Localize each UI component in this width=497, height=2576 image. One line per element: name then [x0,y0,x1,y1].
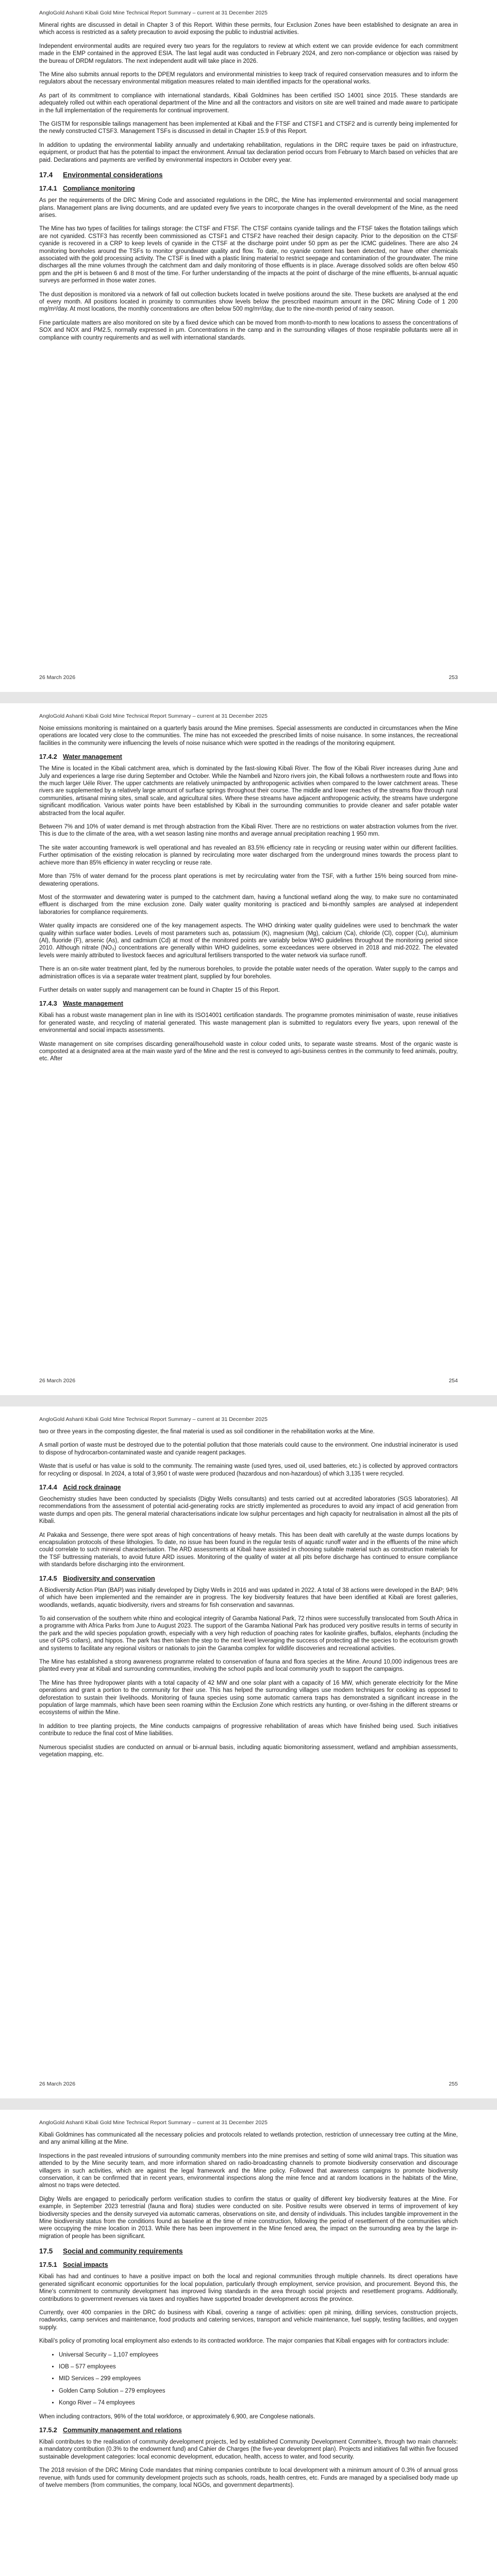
paragraph: The Mine also submits annual reports to the DPEM regulators and environmental ministries to keep track of required conservation measures and to inform the regulators about the necessary environmental mitigation measures related to main identified impacts for the operational works. [39,72,458,86]
paragraph: Kibali Goldmines has communicated all the necessary policies and protocols related to wetlands protection, restriction of unnecessary tree cutting at the Mine, and any animal killing at the Mine. [39,2132,458,2146]
page-body [39,1428,458,1758]
list-item: • Kongo River – 74 employees [59,2399,458,2406]
paragraph: A small portion of waste must be destroyed due to the potential pollution that those materials could cause to the environment. One industrial incinerator is used to dispose of hydrocarbon-contaminated waste and cyanide reagent packages. [39,1442,458,1456]
paragraph: The GISTM for responsible tailings management has been implemented at Kibali and the FTSF and CTSF1 and CTSF2 and is currently being implemented for the newly constructed CTSF3. Management TSFs is discussed in detail in Chapter 15.9 of this Report. [39,121,458,135]
list-item: • MID Services – 299 employees [59,2375,458,2382]
paragraph: The dust deposition is monitored via a network of fall out collection buckets located in twelve positions around the site. These buckets are analysed at the end of every month. All positions located in proximity to communities show levels below the prescribed maximum amount in the DRC Mining Code of 1 200 mg/m²/day. At most locations, the monthly concentrations are often below 500 mg/m²/day, due to the nine-month period of rainy season. [39,291,458,313]
heading-title: Environmental considerations [63,171,163,179]
list-item: • Universal Security – 1,107 employees [59,2351,458,2359]
heading-number: 17.4.1 [39,185,57,193]
paragraph: Waste management on site comprises discarding general/household waste in colour coded units, to separate waste streams. Most of the organic waste is composted at a designated area at the main waste yard of the Mine and the rest is conveyed to agri-business centres in the community to feed animals, poultry, etc. After [39,1041,458,1062]
report-page [0,0,497,692]
section-heading [39,2247,458,2255]
heading-number: 17.5.2 [39,2426,57,2434]
heading-number: 17.4.3 [39,1000,57,1008]
paragraph: Currently, over 400 companies in the DRC do business with Kibali, covering a range of activities: open pit mining, drilling services, construction projects, roadworks, camp services and maintenance, food products and catering services, transport and vehicle maintenance, fuel supply, testing facilities, and oxygen supply. [39,2309,458,2331]
page-body [39,2131,458,2489]
subsection-heading [39,1575,458,1582]
paragraph: As part of its commitment to compliance with international standards, Kibali Goldmines has been certified ISO 14001 since 2015. These standards are adequately rolled out within each operational department of the Mine and all the contractors and visitors on site are well trained and made aware to participate in the full implementation of the requirements for continual improvement. [39,92,458,114]
report-page [0,1406,497,2098]
paragraph: The Mine has established a strong awareness programme related to conservation of fauna and flora species at the Mine. Around 10,000 indigenous trees are planted every year at Kibali and surrounding communities, involving the school pupils and local community youth to support the campaigns. [39,1658,458,1673]
paragraph: Geochemistry studies have been conducted by specialists (Digby Wells consultants) and tests carried out at accredited laboratories (SGS laboratories). All recommendations from the assessment of potential acid-generating rocks are strictly implemented as procedures to avoid any impact of acid generation from waste dumps and open pits. The general material characterisations indicate low sulphur percentages and high capacity for neutralisation in almost all the pits of Kibali. [39,1496,458,1525]
paragraph: When including contractors, 96% of the total workforce, or approximately 6,900, are Congolese nationals. [39,2413,316,2420]
paragraph: Mineral rights are discussed in detail in Chapter 3 of this Report. Within these permits, four Exclusion Zones have been established to designate an area in which access is restricted as a safety precaution to avoid exposing the public to industrial activities. [39,22,458,36]
report-page [0,703,497,1395]
paragraph: two or three years in the composting digester, the final material is used as soil conditioner in the rehabilitation works at the Mine. [39,1429,375,1435]
paragraph: There is an on-site water treatment plant, fed by the numerous boreholes, to provide the potable water needs of the operation. Water supply to the camps and administration offices is via a separate water treatment plant, supplied by four boreholes. [39,966,458,980]
subsection-heading [39,1484,458,1491]
paragraph: At Pakaka and Sessenge, there were spot areas of high concentrations of heavy metals. This has been dealt with carefully at the waste dumps locations by encapsulation protocols of these lithologies. To date, no issue has been found in the regular tests of aquatic runoff water and in the effluents of the mine which could correlate to such mineral characterisation. The ARD assessments at Kibali have assisted in choosing suitable material such as construction materials for the TSF buttressing materials, to avoid future ARD issues. Monitoring of the quality of water at all pits before discharge has continued to ensure compliance with standards before discharging into the environment. [39,1532,458,1568]
page-number: 255 [449,2081,458,2087]
list-item: • Golden Camp Solution – 279 employees [59,2387,458,2395]
paragraph: Kibali's policy of promoting local employment also extends to its contracted workforce. The major companies that Kibali engages with for contractors include: [39,2338,449,2345]
heading-number: 17.4.4 [39,1484,57,1492]
heading-number: 17.4.2 [39,753,57,761]
heading-title: Social impacts [63,2261,108,2269]
paragraph: In addition to updating the environmental liability annually and undertaking rehabilitation, regulations in the DRC require taxes be paid on infrastructure, equipment, or product that has the potential to impact the environment. Annual tax declaration period occurs from February to March based on vehicles that are paid. Declarations and payments are verified by environmental inspectors in October every year. [39,142,458,163]
footer-date: 26 March 2026 [39,674,76,681]
heading-number: 17.5 [39,2247,53,2256]
subsection-heading [39,753,458,760]
running-header: AngloGold Ashanti Kibali Gold Mine Technical Report Summary – current at 31 December 2025 [39,1416,268,1422]
paragraph: Independent environmental audits are required every two years for the regulators to review at which extent we can provide evidence for each commitment made in the EMP contained in the approved ESIA. The last legal audit was conducted in February 2024, and zero non-compliance or objection was raised by the bureau of DRDM regulators. The next independent audit will take place in 2026. [39,43,458,64]
subsection-heading [39,2427,458,2434]
paragraph: Noise emissions monitoring is maintained on a quarterly basis around the Mine premises. Special assessments are conducted in circumstances when the Mine operations are located very close to the communities. The mine has not exceeded the prescribed limits of noise nuisance. In some instances, the recreational facilities in the community were influencing the levels of noise nuisance which were spotted in the readings of the monitoring equipment. [39,725,458,747]
page-separator [0,1395,497,1406]
running-header: AngloGold Ashanti Kibali Gold Mine Technical Report Summary – current at 31 December 2025 [39,713,268,719]
footer-date: 26 March 2026 [39,1378,76,1384]
subsection-heading [39,1000,458,1007]
heading-number: 17.5.1 [39,2261,57,2269]
report-page [0,2110,497,2576]
page-body [39,22,458,342]
paragraph: More than 75% of water demand for the process plant operations is met by recirculating water from the TSF, with a further 15% being sourced from mine-dewatering operations. [39,873,458,887]
paragraph: Kibali contributes to the realisation of community development projects, led by established Community Development Committee's, through two main channels: a mandatory contribution (0.3% to the endowment fund) and Cahier de Charges (the five-year development plan). Projects and initiatives fall within five focused sustainable development categories: local economic development, education, health, access to water, and food security. [39,2438,458,2460]
page-number: 253 [449,674,458,681]
running-header: AngloGold Ashanti Kibali Gold Mine Technical Report Summary – current at 31 December 2025 [39,2120,268,2126]
paragraph: Most of the stormwater and dewatering water is pumped to the catchment dam, having a functional wetland along the way, to make sure no contaminated effluent is discharged from the mine exclusion zone. Daily water quality monitoring is practiced and bi-monthly samples are analysed at independent laboratories for compliance requirements. [39,894,458,916]
paragraph: The Mine is located in the Kibali catchment area, which is dominated by the fast-slowing Kibali River. The flow of the Kibali River increases during June and July and experiences a large rise during September and October. While the Nambeli and Nzoro rivers join, the Kibali follows a northwestern route and flows into the much larger Uéle River. The upper catchments are relatively unimpacted by anthropogenic activities when compared to the lower catchment areas. These rivers are supplemented by a relatively large amount of surface springs throughout their course. The middle and lower reaches of the streams flow through rural communities, artisanal mining sites, small scale, and agricultural sites. Where these streams have adjacent anthropogenic activity, the streams have undergone significant modification. Various water points have been established by Kibali in the surrounding communities to provide cleaner and safer potable water abstracted from the local aquifer. [39,766,458,817]
paragraph: In addition to tree planting projects, the Mine conducts campaigns of progressive rehabilitation of areas which have finished being used. Such initiatives contribute to reduce the final cost of Mine liabilities. [39,1723,458,1737]
page-separator [0,692,497,703]
heading-title: Waste management [63,1000,123,1008]
list-item: • IOB – 577 employees [59,2363,458,2370]
heading-number: 17.4 [39,171,53,179]
paragraph: Numerous specialist studies are conducted on annual or bi-annual basis, including aquatic biomonitoring assessment, wetland and amphibian assessments, vegetation mapping, etc. [39,1744,458,1758]
paragraph: Inspections in the past revealed intrusions of surrounding community members into the mine premises and setting of some wild animal traps. This situation was attended to by the Mine security team, and more information shared on radio-broadcasting channels to promote biodiversity conservation and discourage villagers in such activities, which are against the legal framework and the Mine policy. Followed that awareness campaigns to promote biodiversity conservation, it can be confirmed that in recent years, environmental inspections along the mine fence and at random locations in the habitats of the Mine, almost no traps were detected. [39,2153,458,2189]
heading-title: Biodiversity and conservation [63,1574,155,1582]
paragraph: Between 7% and 10% of water demand is met through abstraction from the Kibali River. There are no restrictions on water abstraction volumes from the river. This is due to the climate of the area, with a wet season lasting nine months and average annual precipitation reaching 1 950 mm. [39,824,458,838]
subsection-heading [39,185,458,192]
running-footer [39,674,458,681]
paragraph: To aid conservation of the southern white rhino and ecological integrity of Garamba National Park, 72 rhinos were successfully translocated from South Africa in a programme with Africa Parks from June to August 2023. The support of the Garamba National Park has produced very positive results in terms of security in the park and the wild species population growth, especially with a very high reduction of poaching rates for kaolinite giraffes, buffalos, elephants (including the use of GPS collars), and hippos. The park has then taken the step to the next level leveraging the success of protecting all the species to the ecotourism growth and systems to facilitate any regional visitors or nationals to join the Garamba complex for wildlife discoveries and recreational activities. [39,1615,458,1652]
paragraph: The site water accounting framework is well operational and has revealed an 83.5% efficiency rate in recycling or reusing water within our different facilities. Further optimisation of the existing relocation is planned by recirculating more water discharged from the underground mines towards the process plant to achieve more than 85% efficiency in water recycling or reuse rate. [39,844,458,866]
paragraph: Waste that is useful or has value is sold to the community. The remaining waste (used tyres, used oil, used batteries, etc.) is collected by approved contractors for recycling or disposal. In 2024, a total of 3,950 t of waste were produced (hazardous and non-hazardous) of which 3,135 t were recycled. [39,1463,458,1477]
heading-title: Community management and relations [63,2426,182,2434]
paragraph: A Biodiversity Action Plan (BAP) was initially developed by Digby Wells in 2016 and was updated in 2022. A total of 38 actions were developed in the BAP; 94% of which have been implemented and the remainder are in progress. The key biodiversity features that have been identified at Kibali are forest galleries, woodlands, wetlands, aquatic biodiversity, rivers and streams for fish conservation and savannas. [39,1587,458,1608]
heading-title: Water management [63,753,122,761]
heading-number: 17.4.5 [39,1574,57,1582]
running-footer [39,1378,458,1384]
paragraph: The Mine has two types of facilities for tailings storage: the CTSF and FTSF. The CTSF contains cyanide tailings and the FTSF takes the flotation tailings which are not cyanided. CSTF3 has recently been commissioned as CTSF1 and CTSF2 have reached their design capacity. Prior to the deposition on the CTSF cyanide is recovered in a CRP to keep levels of cyanide in the CTSF at the discharge point under 50 ppm as per the ICMC guidelines. There are also 24 monitoring boreholes around the TSFs to monitor groundwater quality and flow. To date, no cyanide content has been detected, nor have other chemicals associated with the gold processing activity. The CTSF is lined with a plastic lining material to restrict seepage and contamination of the groundwater. The mine discharges all the mine volumes through the catchment dam and daily monitoring of those effluents is in place. Average dissolved solids are often below 450 ppm and the pH is between 6 and 8 most of the time. For further understanding of the impacts at the point of discharge of the mine effluents, bi-annual aquatic surveys are performed in those water zones. [39,226,458,284]
page-body [39,725,458,1063]
paragraph: Kibali has had and continues to have a positive impact on both the local and regional communities through multiple channels. Its direct operations have generated significant economic opportunities for the local population, particularly through employment, service provision, and procurement. Beyond this, the Mine's commitment to community development has improved living standards in the area through social projects and resettlement programs. Additionally, contributions to government revenues via taxes and royalties have supported broader development across the province. [39,2274,458,2302]
heading-title: Social and community requirements [63,2247,183,2256]
subsection-heading [39,2261,458,2268]
paragraph: Fine particulate matters are also monitored on site by a fixed device which can be moved from month-to-month to new locations to assess the concentrations of SOX and NOX and PM2.5, normally expressed in µm. Concentrations in the camp and in the surrounding villages of those respirable pollutants were all in compliance with country requirements and as well with international standards. [39,319,458,341]
heading-title: Acid rock drainage [63,1484,121,1492]
page-separator [0,2098,497,2110]
paragraph: Digby Wells are engaged to periodically perform verification studies to confirm the status or quality of different key biodiversity features at the Mine. For example, in September 2023 terrestrial (fauna and flora) studies were conducted on site. Positive results were observed in terms of improvement of key biodiversity species and the density surveyed via automatic cameras, observations on site, and density of individuals. This includes tangible improvement in the Mine biodiversity status from the conditions found as baseline at the time of mine construction, following the period of resettlement of the communities which were occupying the mine location in 2013. While there has been improvement in the Mine fenced area, the impact on the surrounding area by the large in-migration of people has been significant. [39,2196,458,2240]
page-number: 254 [449,1378,458,1384]
running-header: AngloGold Ashanti Kibali Gold Mine Technical Report Summary – current at 31 December 2025 [39,10,268,16]
paragraph: The 2018 revision of the DRC Mining Code mandates that mining companies contribute to local development with a minimum amount of 0.3% of annual gross revenue, with funds used for community development projects such as schools, roads, health centres, etc. Funds are managed by a specialised body made up of twelve members (from communities, the company, local NGOs, and government departments). [39,2467,458,2488]
running-footer [39,2081,458,2087]
paragraph: Further details on water supply and management can be found in Chapter 15 of this Report. [39,987,280,993]
section-heading [39,171,458,179]
paragraph: The Mine has three hydropower plants with a total capacity of 42 MW and one solar plant with a capacity of 16 MW, which generate electricity for the Mine operations and grant a portion to the community for their use. This has helped the surrounding villages use modern techniques for cooking as opposed to deforestation to sustain their livelihoods. Monitoring of fauna species using some automatic camera traps has demonstrated a significant increase in the population of large mammals, which have been seen roaming within the Exclusion Zone which restricts any hunting, or over-fishing in the different streams or ecosystems of within the Mine. [39,1680,458,1716]
paragraph: Kibali has a robust waste management plan in line with its ISO14001 certification standards. The programme promotes minimisation of waste, reuse initiatives for generated waste, and recycling of material generated. This waste management plan is submitted to regulators every five years, upon renewal of the environmental and social impacts assessments. [39,1012,458,1034]
footer-date: 26 March 2026 [39,2081,76,2087]
contractor-list [39,2351,458,2407]
paragraph: As per the requirements of the DRC Mining Code and associated regulations in the DRC, the Mine has implemented environmental and social management plans. Management plans are living documents, and are updated every five years to incorporate changes in the overall development of the Mine, as the need arises. [39,197,458,218]
paragraph: Water quality impacts are considered one of the key management aspects. The WHO drinking water quality guidelines were used to benchmark the water quality within surface water bodies. Levels of most parameters such as, potassium (K), magnesium (Mg), calcium (Ca), chloride (Cl), copper (Cu), aluminium (Al), fluoride (F), arsenic (As), and cadmium (Cd) at most of the monitored points are variably below WHO guidelines throughout the monitoring period since 2010. Although nitrate (NO₃) concentrations are generally within WHO guidelines, some exceedances were observed in 2018 and mid-2022. The elevated levels were mainly attributed to livestock faeces and agricultural fertilisers transported to the water network via surface runoff. [39,923,458,959]
heading-title: Compliance monitoring [63,185,135,193]
